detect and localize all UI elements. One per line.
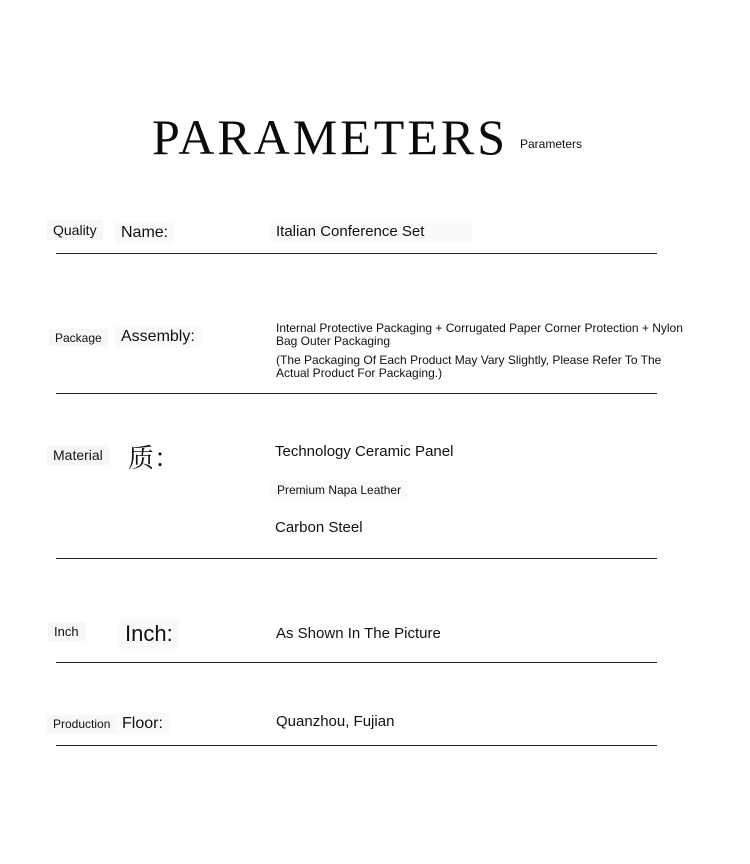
row-divider (56, 662, 657, 663)
row-tag-material: Material (47, 445, 109, 465)
row-tag-quality: Quality (47, 220, 103, 240)
row-tag-production: Production (47, 715, 116, 733)
row-label-material: 质： (128, 443, 181, 473)
row-value-name: Italian Conference Set (270, 221, 472, 242)
row-label-floor: Floor: (116, 713, 169, 735)
row-divider (56, 253, 657, 254)
page-subtitle: Parameters (520, 137, 583, 151)
row-label-inch: Inch: (119, 619, 179, 649)
row-label-name: Name: (115, 222, 174, 244)
row-value-packaging: Internal Protective Packaging + Corrugated Paper Corner Protection + Nylon Bag Outer Packaging (276, 321, 683, 348)
row-tag-package: Package (49, 329, 108, 347)
row-tag-inch: Inch (48, 622, 85, 641)
row-value-material-2: Premium Napa Leather (271, 481, 407, 499)
row-value-origin: Quanzhou, Fujian (276, 713, 395, 730)
row-label-assembly: Assembly: (115, 326, 201, 348)
row-divider (56, 745, 657, 746)
page-title: PARAMETERS (152, 109, 509, 165)
row-value-inch: As Shown In The Picture (276, 625, 441, 642)
row-divider (56, 558, 657, 559)
row-value-material-3: Carbon Steel (275, 519, 363, 536)
row-divider (56, 393, 657, 394)
row-value-material-1: Technology Ceramic Panel (275, 443, 454, 460)
row-value-packaging-note: (The Packaging Of Each Product May Vary Slightly, Please Refer To The Actual Product For Packaging.) (276, 353, 662, 380)
